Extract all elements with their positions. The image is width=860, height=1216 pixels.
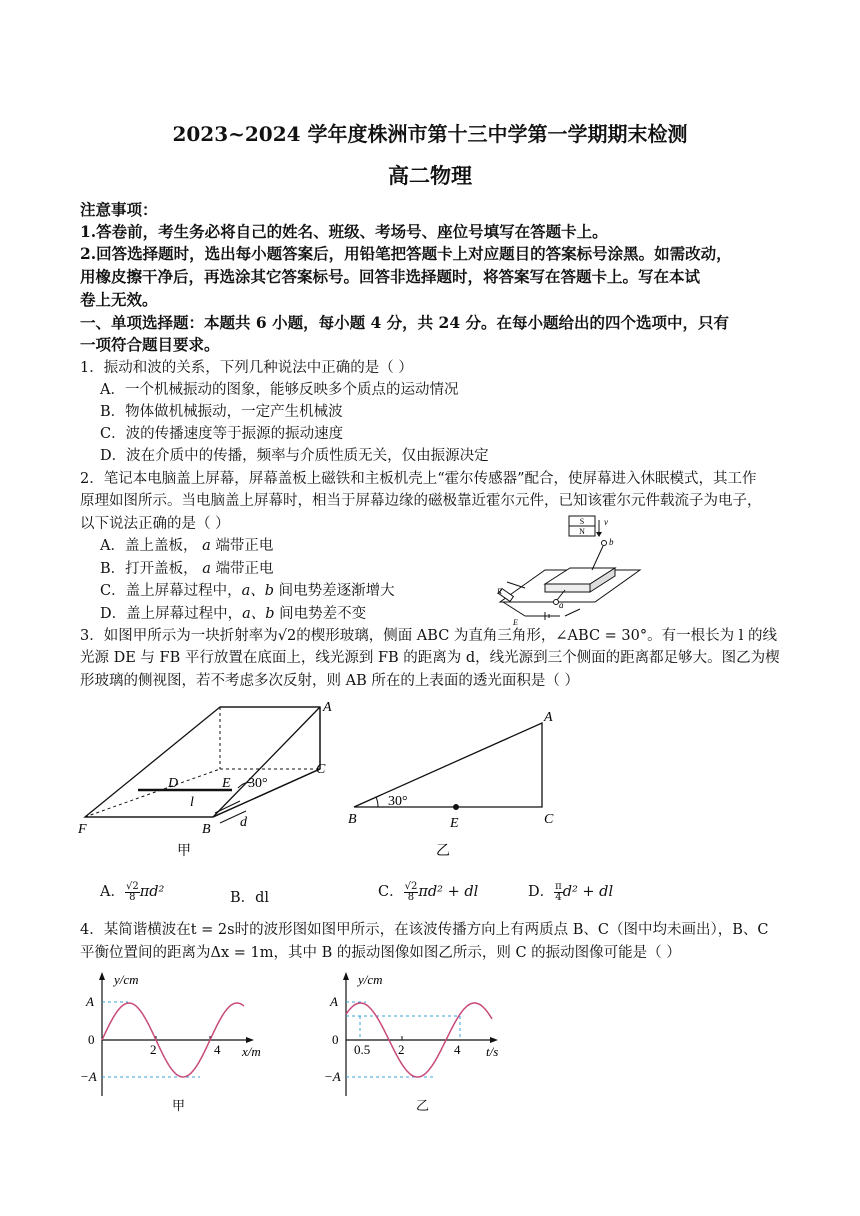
wedge-a-vertex-a: A: [323, 700, 332, 715]
wave-a-neg-amplitude: −A: [80, 1069, 97, 1084]
q2-stem-line-1: 2．笔记本电脑盖上屏幕，屏幕盖板上磁铁和主板机壳上“霍尔传感器”配合，使屏幕进入休眠模式，其工作: [80, 471, 757, 487]
wedge-b-vertex-b: B: [348, 812, 357, 827]
wedge-figure-b: [340, 705, 570, 860]
wedge-a-vertex-b: B: [202, 822, 211, 837]
wedge-a-vertex-f: F: [78, 822, 87, 837]
wedge-a-point-d: D: [168, 776, 179, 791]
wave-a-caption: 甲: [172, 1098, 186, 1113]
section-1-heading-cont: 一项符合题目要求。: [80, 335, 220, 354]
wedge-b-angle: 30°: [388, 794, 408, 809]
wedge-figure-a: [70, 695, 360, 860]
note-2-line-2: 用橡皮擦干净后，再选涂其它答案标号。回答非选择题时，将答案写在答题卡上。写在本试: [80, 267, 701, 286]
note-2-line-1: 2.回答选择题时，选出每小题答案后，用铅笔把答题卡上对应题目的答案标号涂黑。如需改动，: [80, 244, 732, 263]
q2-stem-line-3: 以下说法正确的是（ ）: [80, 516, 230, 532]
wave-b-amplitude: A: [330, 994, 338, 1009]
wedge-b-vertex-a: A: [544, 710, 553, 725]
velocity-label: v: [604, 517, 608, 527]
q3-option-d: D． $\frac{\pi}{4}$ d² + dl: [528, 880, 614, 903]
section-1-heading: 一、单项选择题：本题共 6 小题，每小题 4 分，共 24 分。在每小题给出的四个选项中，只有: [80, 313, 730, 332]
wedge-a-distance-d: d: [240, 815, 247, 830]
wave-b-tick-2: 2: [398, 1042, 405, 1057]
magnet-n-label: N: [579, 527, 585, 536]
q1-option-a: A．一个机械振动的图象，能够反映多个质点的运动情况: [100, 382, 459, 398]
resistor-label: R: [497, 587, 502, 596]
q3-stem-line-3: 形玻璃的侧视图，若不考虑多次反射，则 AB 所在的上表面的透光面积是（ ）: [80, 673, 579, 689]
q4-stem-line-2: 平衡位置间的距离为Δx = 1m，其中 B 的振动图像如图乙所示，则 C 的振动图像可能是（ ）: [80, 945, 681, 961]
wave-b-neg-amplitude: −A: [324, 1069, 341, 1084]
q2-option-d: D．盖上屏幕过程中，a、b 间电势差不变: [100, 606, 367, 622]
wedge-b-vertex-c: C: [544, 812, 554, 827]
exam-title: 2023~2024 学年度株洲市第十三中学第一学期期末检测: [172, 122, 688, 146]
wave-b-tick-4: 4: [454, 1042, 461, 1057]
q3-stem-line-1: 3．如图甲所示为一块折射率为√2的楔形玻璃，侧面 ABC 为直角三角形，∠ABC = 30°。有一根长为 l 的线: [80, 628, 777, 644]
wave-b-ylabel: y/cm: [358, 972, 383, 987]
q1-option-b: B．物体做机械振动，一定产生机械波: [100, 404, 343, 420]
battery-label: E: [513, 618, 518, 627]
wave-a-ylabel: y/cm: [114, 972, 139, 987]
note-1: 1.答卷前，考生务必将自己的姓名、班级、考场号、座位号填写在答题卡上。: [80, 222, 608, 241]
wedge-a-length-l: l: [190, 795, 194, 810]
wave-b-caption: 乙: [416, 1098, 430, 1113]
q4-stem-line-1: 4．某简谐横波在t = 2s时的波形图如图甲所示，在该波传播方向上有两质点 B、C（图中均未画出），B、C: [80, 922, 769, 938]
wave-graph-a: [78, 968, 278, 1118]
q3-stem-line-2: 光源 DE 与 FB 平行放置在底面上，线光源到 FB 的距离为 d，线光源到三个侧面的距离都足够大。图乙为楔: [80, 650, 780, 666]
q3-option-b: B．dl: [230, 890, 270, 906]
wedge-a-angle: 30°: [248, 776, 268, 791]
hall-sensor-figure: [485, 512, 655, 627]
q1-option-c: C．波的传播速度等于振源的振动速度: [100, 426, 344, 442]
q1-option-d: D．波在介质中的传播，频率与介质性质无关，仅由振源决定: [100, 448, 489, 464]
wedge-b-point-e: E: [450, 816, 459, 831]
wave-b-origin: 0: [332, 1032, 339, 1047]
q2-option-a: A．盖上盖板， a 端带正电: [100, 538, 274, 554]
q2-option-b: B．打开盖板， a 端带正电: [100, 561, 274, 577]
exam-subject: 高二物理: [388, 163, 472, 188]
terminal-a-label: a: [559, 600, 564, 610]
wave-b-xlabel: t/s: [486, 1044, 499, 1059]
wave-graph-b: [322, 968, 522, 1118]
q3-option-c: C． $\frac{√2}{8}$ πd² + dl: [378, 880, 479, 903]
wave-a-origin: 0: [88, 1032, 95, 1047]
wedge-a-caption: 甲: [177, 844, 191, 859]
magnet-s-label: S: [579, 517, 585, 526]
wave-a-amplitude: A: [86, 994, 94, 1009]
wave-a-tick-2: 2: [150, 1042, 157, 1057]
wedge-a-vertex-c: C: [316, 762, 326, 777]
terminal-b-label: b: [609, 537, 614, 547]
wave-b-tick-05: 0.5: [354, 1042, 371, 1057]
q3-option-a: A． $\frac{√2}{8}$ πd²: [100, 880, 165, 903]
note-2-line-3: 卷上无效。: [80, 290, 158, 309]
wave-a-xlabel: x/m: [242, 1044, 261, 1059]
notes-heading: 注意事项：: [80, 200, 158, 219]
wedge-a-point-e: E: [222, 776, 231, 791]
wave-a-tick-4: 4: [214, 1042, 221, 1057]
q1-stem: 1．振动和波的关系，下列几种说法中正确的是（ ）: [80, 360, 413, 376]
wedge-b-caption: 乙: [436, 844, 450, 859]
q2-stem-line-2: 原理如图所示。当电脑盖上屏幕时，相当于屏幕边缘的磁极靠近霍尔元件，已知该霍尔元件载流子为电子，: [80, 493, 762, 509]
q2-option-c: C．盖上屏幕过程中，a、b 间电势差逐渐增大: [100, 583, 395, 599]
